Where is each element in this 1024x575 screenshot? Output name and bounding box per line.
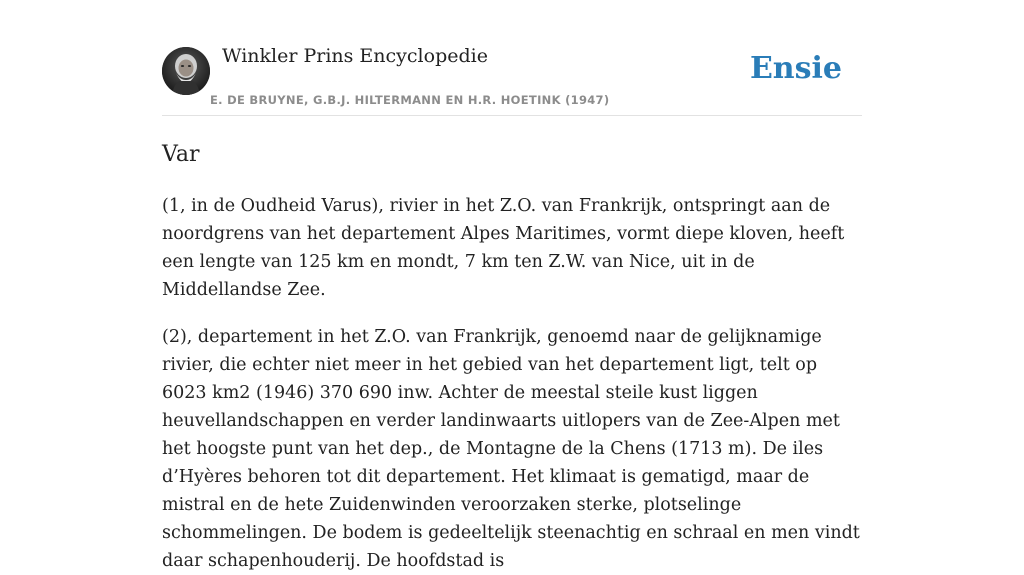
portrait-image [162,47,210,95]
entry-paragraph-1: (1, in de Oudheid Varus), rivier in het Z.O. van Frankrijk, ontspringt aan de noordgrens van het departement Alpes Maritimes, vormt diepe kloven, heeft een lengte van 125 km en mondt, 7 km ten Z.W. van Nice, uit in de Middellandse Zee. [162,196,845,300]
book-title[interactable]: Winkler Prins Encyclopedie [222,45,488,67]
ensie-logo[interactable]: Ensie [749,51,842,86]
header [162,0,862,116]
entry-title: Var [162,142,200,167]
page [162,0,862,575]
entry-paragraph-2: (2), departement in het Z.O. van Frankrijk, genoemd naar de gelijknamige rivier, die echter niet meer in het gebied van het departement ligt, telt op 6023 km2 (1946) 370 690 inw. Achter de meestal steile kust liggen heuvellandschappen en verder landinwaarts uitlopers van de Zee-Alpen met het hoogste punt van het dep., de Montagne de la Chens (1713 m). De iles d’Hyères behoren tot dit departement. Het klimaat is gematigd, maar de mistral en de hete Zuidenwinden veroorzaken sterke, plotselinge schommelingen. De bodem is gedeeltelijk steenachtig en schraal en men vindt daar schapenhouderij. De hoofdstad is [162,327,860,571]
authors-line: E. DE BRUYNE, G.B.J. HILTERMANN EN H.R. HOETINK (1947) [210,93,610,107]
author-avatar [162,47,210,95]
